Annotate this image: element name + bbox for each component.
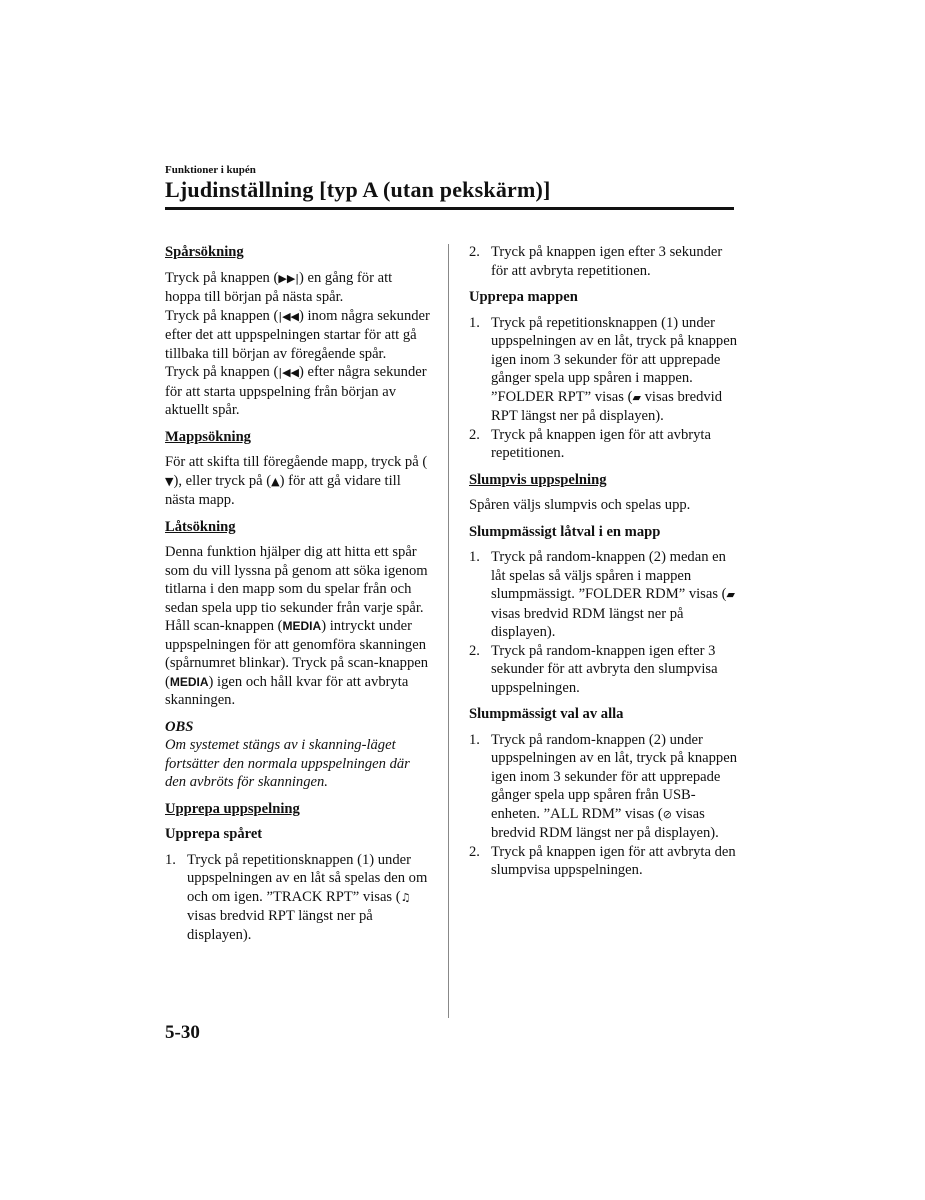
step-number: 1. bbox=[469, 314, 480, 331]
section-heading-song-scan: Låtsökning bbox=[165, 518, 236, 535]
text: Tryck på repetitionsknappen (1) under uppspelningen av en låt så spelas den om och om igen. ”TRACK RPT” visas ( bbox=[187, 851, 428, 905]
text: För att skifta till föregående mapp, tryck på ( bbox=[165, 454, 428, 470]
paragraph: Denna funktion hjälper dig att hitta ett spår som du vill lyssna på genom att söka igenom titlarna i den mapp som du spelar från och sedan spela upp tio sekunder från varje spår. bbox=[165, 544, 428, 616]
text: Tryck på random-knappen (2) medan en låt spelas så väljs spåren i mappen slumpmässigt. ”FOLDER RDM” visas ( bbox=[491, 549, 727, 602]
text: visas bredvid RDM längst ner på displayen). bbox=[491, 605, 684, 640]
text: Tryck på knappen igen för att avbryta den slumpvisa uppspelningen. bbox=[491, 843, 736, 878]
paragraph bbox=[165, 453, 430, 510]
subheading-random-folder: Slumpmässigt låtval i en mapp bbox=[469, 523, 661, 540]
title-rule bbox=[165, 207, 734, 210]
down-arrow-icon: ▼ bbox=[165, 474, 174, 488]
list-item bbox=[469, 642, 737, 698]
step-number: 2. bbox=[469, 426, 480, 443]
section-heading-folder-search: Mappsökning bbox=[165, 428, 251, 445]
list-item bbox=[469, 731, 737, 843]
folder-icon: ▰ bbox=[632, 390, 641, 404]
text: ) igen och håll kvar för att avbryta skanningen. bbox=[165, 673, 409, 708]
page-title: Ljudinställning [typ A (utan pekskärm)] bbox=[165, 177, 551, 202]
step-number: 2. bbox=[469, 244, 480, 260]
text: visas bredvid RPT längst ner på displayen). bbox=[187, 908, 373, 943]
list-item bbox=[469, 548, 737, 642]
step-number: 1. bbox=[469, 549, 480, 565]
media-button-label: MEDIA bbox=[169, 674, 209, 689]
next-track-icon: ▶▶| bbox=[278, 271, 299, 285]
text: Tryck på knappen ( bbox=[165, 307, 279, 324]
subheading-repeat-track: Upprepa spåret bbox=[165, 826, 263, 842]
previous-track-icon: |◀◀ bbox=[278, 366, 299, 379]
repeat-folder-steps bbox=[469, 314, 737, 463]
subheading-random-all: Slumpmässigt val av alla bbox=[469, 706, 624, 722]
subheading-repeat-folder: Upprepa mappen bbox=[469, 289, 578, 305]
text: ) för att gå vidare till nästa mapp. bbox=[165, 472, 401, 508]
text: Tryck på knappen ( bbox=[165, 364, 279, 380]
text: Tryck på random-knappen (2) under uppspelningen av en låt, tryck på knappen igen inom 3 sekunder för att upprepade gånger spela upp spåren från USB-enheten. ”ALL RDM” visas ( bbox=[491, 731, 737, 822]
chapter-label: Funktioner i kupén bbox=[165, 164, 256, 176]
text: visas bredvid RDM längst ner på displayen). bbox=[491, 805, 719, 841]
paragraph bbox=[165, 363, 430, 420]
section-heading-track-search: Spårsökning bbox=[165, 244, 244, 260]
text: Tryck på knappen igen för att avbryta repetitionen. bbox=[491, 426, 711, 461]
random-all-steps bbox=[469, 731, 737, 880]
note-heading: OBS bbox=[165, 718, 194, 735]
page-number: 5-30 bbox=[165, 1022, 200, 1043]
left-column bbox=[165, 243, 430, 952]
list-item bbox=[469, 843, 737, 880]
step-number: 2. bbox=[469, 843, 480, 860]
media-button-label: MEDIA bbox=[282, 619, 322, 633]
repeat-track-steps bbox=[165, 851, 430, 945]
previous-track-icon: |◀◀ bbox=[278, 309, 299, 323]
text: Tryck på knappen igen efter 3 sekunder för att avbryta repetitionen. bbox=[491, 244, 723, 279]
section-heading-random: Slumpvis uppspelning bbox=[469, 471, 607, 488]
text: ) en gång för att hoppa till början på nästa spår. bbox=[165, 269, 393, 305]
text: visas bredvid RPT längst ner på displayen). bbox=[491, 388, 723, 424]
text: ) inom några sekunder efter det att uppspelningen startar för att gå tillbaka till början av föregående spår. bbox=[165, 307, 430, 362]
text: Håll scan-knappen ( bbox=[165, 618, 283, 634]
step-number: 1. bbox=[469, 731, 480, 748]
list-item bbox=[469, 243, 737, 280]
column-divider bbox=[448, 244, 449, 1018]
paragraph bbox=[165, 307, 430, 364]
paragraph bbox=[165, 617, 430, 710]
list-item bbox=[469, 426, 737, 463]
music-note-icon: ♫ bbox=[400, 890, 411, 904]
step-number: 1. bbox=[165, 851, 176, 868]
list-item bbox=[165, 851, 430, 945]
text: ) intryckt under uppspelningen för att genomföra skanningen (spårnumret blinkar). Tryck på scan-knappen ( bbox=[165, 618, 429, 690]
right-column bbox=[469, 243, 737, 888]
step-number: 2. bbox=[469, 642, 480, 659]
text: Tryck på knappen ( bbox=[165, 269, 279, 286]
paragraph bbox=[165, 269, 430, 307]
up-arrow-icon: ▲ bbox=[271, 474, 280, 488]
list-item bbox=[469, 314, 737, 426]
random-folder-steps bbox=[469, 548, 737, 697]
text: Tryck på random-knappen igen efter 3 sekunder för att avbryta den slumpvisa uppspelningen. bbox=[491, 642, 718, 696]
folder-icon: ▰ bbox=[726, 588, 735, 601]
text: ) efter några sekunder för att starta uppspelning från början av aktuellt spår. bbox=[165, 364, 427, 418]
note-text: Om systemet stängs av i skanning-läget fortsätter den normala uppspelningen där den avbröts för skanningen. bbox=[165, 737, 410, 790]
section-heading-repeat: Upprepa uppspelning bbox=[165, 800, 300, 817]
text: ), eller tryck på ( bbox=[173, 472, 272, 489]
all-random-icon: ⊘ bbox=[662, 807, 672, 821]
text: Tryck på repetitionsknappen (1) under uppspelningen av en låt, tryck på knappen igen inom 3 sekunder för att upprepade gånger spela upp spåren i mappen. ”FOLDER RPT” visas ( bbox=[491, 314, 737, 405]
repeat-track-steps-continued bbox=[469, 243, 737, 280]
paragraph: Spåren väljs slumpvis och spelas upp. bbox=[469, 497, 691, 513]
